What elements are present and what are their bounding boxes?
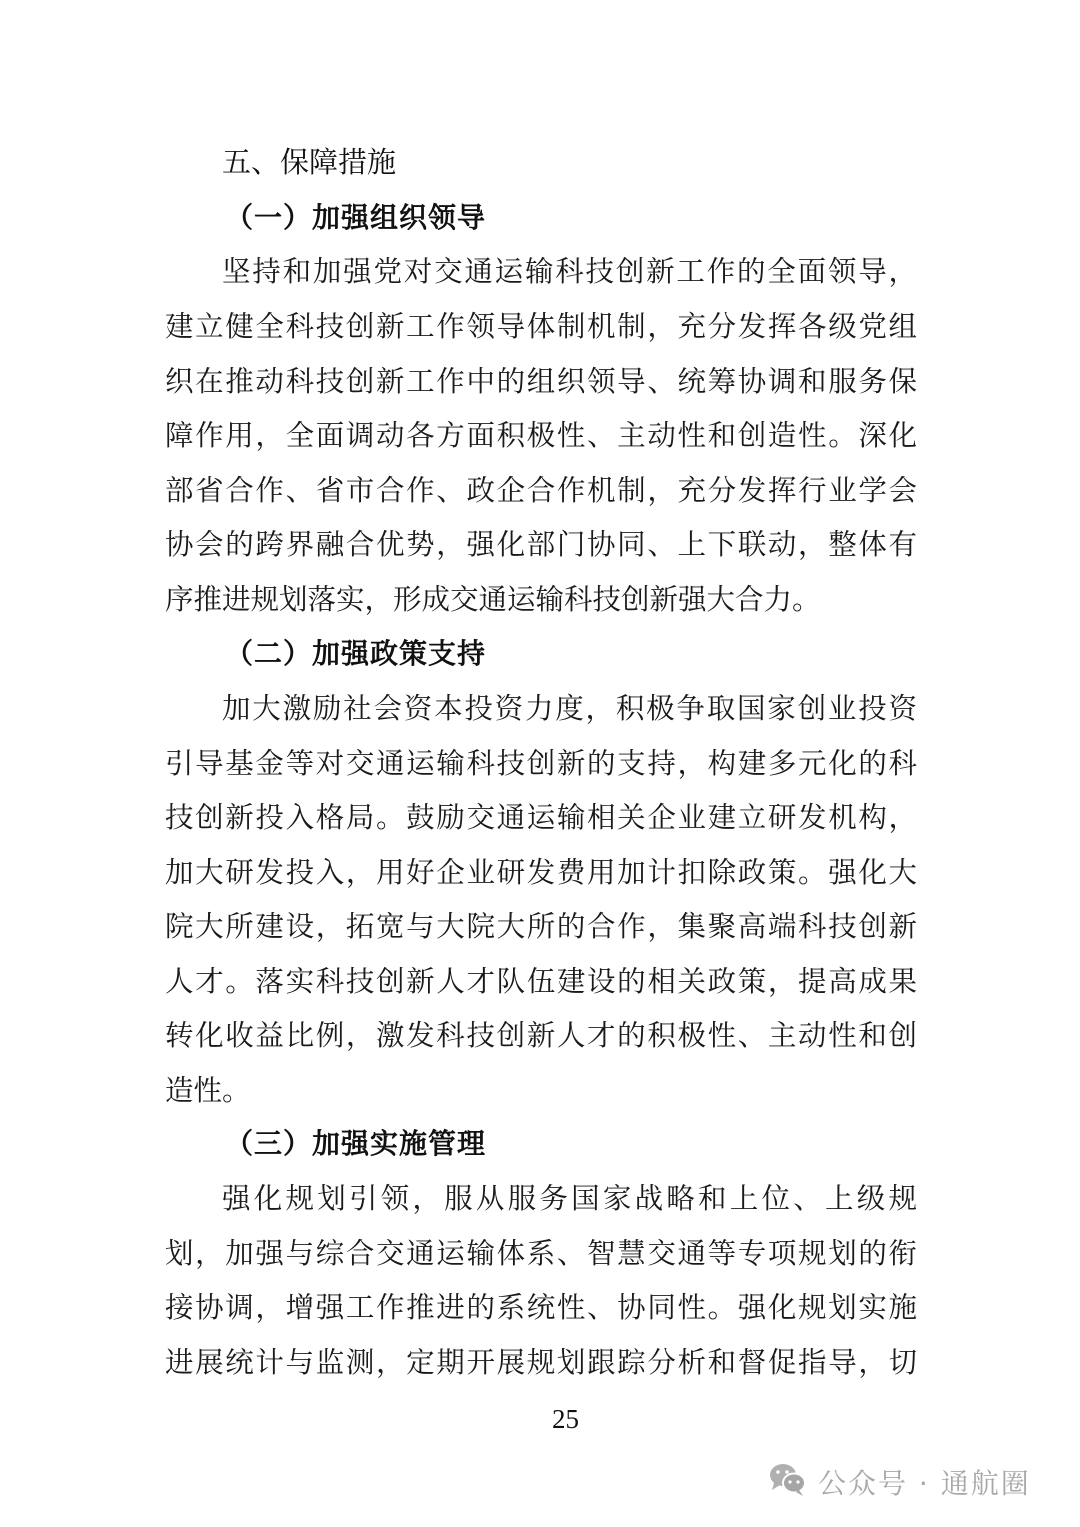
subsection-heading-1: （一）加强组织领导 — [225, 201, 487, 234]
paragraph-line: 引导基金等对交通运输科技创新的支持，构建多元化的科 — [165, 747, 917, 780]
paragraph-line: 造性。 — [165, 1074, 251, 1107]
paragraph-line: 强化规划引领，服从服务国家战略和上位、上级规 — [222, 1182, 917, 1215]
page-number: 25 — [552, 1404, 579, 1434]
wechat-icon — [768, 1461, 818, 1504]
paragraph-line: 部省合作、省市合作、政企合作机制，充分发挥行业学会 — [165, 474, 917, 507]
paragraph-line: 人才。落实科技创新人才队伍建设的相关政策，提高成果 — [165, 965, 917, 998]
paragraph-line: 接协调，增强工作推进的系统性、协同性。强化规划实施 — [165, 1291, 917, 1324]
paragraph-line: 加大激励社会资本投资力度，积极争取国家创业投资 — [222, 692, 917, 725]
section-title: 五、保障措施 — [222, 145, 397, 179]
paragraph-line: 坚持和加强党对交通运输科技创新工作的全面领导， — [222, 255, 917, 288]
subsection-heading-3: （三）加强实施管理 — [225, 1127, 487, 1160]
paragraph-line: 院大所建设，拓宽与大院大所的合作，集聚高端科技创新 — [165, 910, 917, 943]
paragraph-line: 技创新投入格局。鼓励交通运输相关企业建立研发机构， — [165, 801, 917, 834]
paragraph-line: 协会的跨界融合优势，强化部门协同、上下联动，整体有 — [165, 528, 917, 561]
paragraph-line: 加大研发投入，用好企业研发费用加计扣除政策。强化大 — [165, 856, 917, 889]
watermark — [768, 1460, 1031, 1504]
paragraph-line: 建立健全科技创新工作领导体制机制，充分发挥各级党组 — [165, 310, 917, 343]
paragraph-line: 序推进规划落实，形成交通运输科技创新强大合力。 — [165, 583, 821, 616]
watermark-text: 公众号 · 通航圈 — [818, 1467, 1031, 1500]
subsection-heading-2: （二）加强政策支持 — [225, 637, 487, 670]
paragraph-line: 转化收益比例，激发科技创新人才的积极性、主动性和创 — [165, 1019, 917, 1052]
paragraph-line: 障作用，全面调动各方面积极性、主动性和创造性。深化 — [165, 419, 917, 452]
paragraph-line: 进展统计与监测，定期开展规划跟踪分析和督促指导，切 — [165, 1346, 917, 1379]
paragraph-line: 划，加强与综合交通运输体系、智慧交通等专项规划的衔 — [165, 1237, 917, 1270]
paragraph-line: 织在推动科技创新工作中的组织领导、统筹协调和服务保 — [165, 365, 917, 398]
